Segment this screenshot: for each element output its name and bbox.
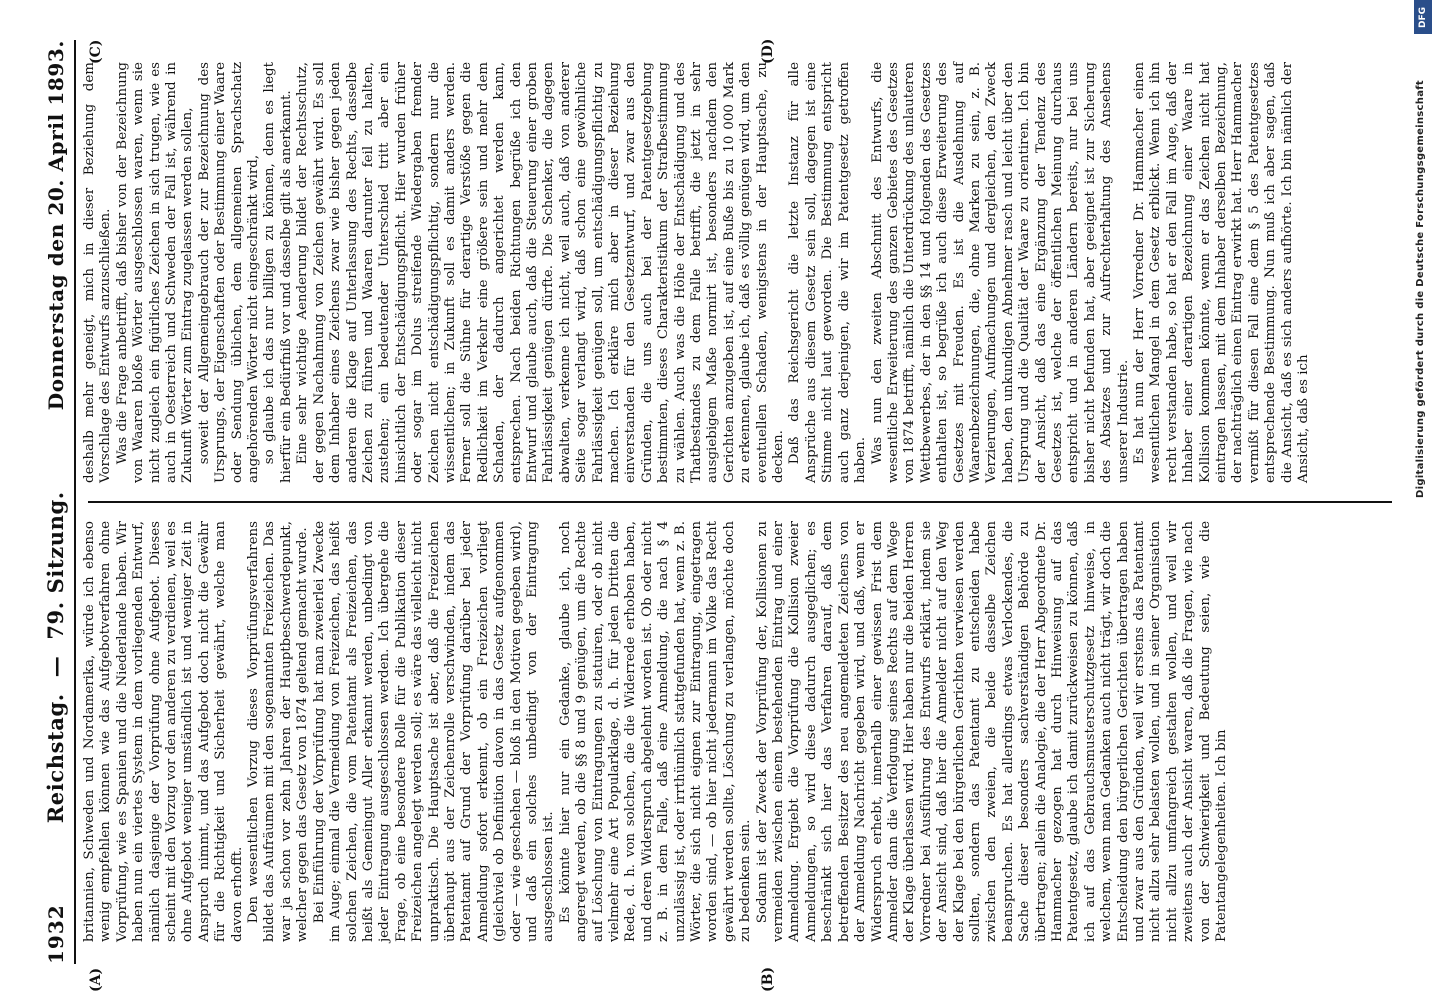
paragraph: Bei Einführung der Vorprüfung hat man zweierlei Zwecke im Auge; einmal die Vermeidung von Freizeichen, das heißt solchen Zeichen, die vom Patentamt als Freizeichen, das heißt als Gemeingut Aller erkannt werden, unbedingt von jeder Eintragung ausgeschlossen werden. Ich übergehe die Frage, ob eine besondere Rolle für die Publikation dieser Freizeichen angelegt werden soll; es wäre das vielleicht nicht unpraktisch. Die Hauptsache ist aber, daß die Freizeichen überhaupt aus der Zeichenrolle verschwinden, indem das Patentamt auf Grund der Vorprüfung darüber bei jeder Anmeldung sofort erkennt, ob ein Freizeichen vorliegt (gleichviel ob Definition davon in das Gesetz aufgenommen oder — wie geschehen — bloß in den Motiven gegeben wird), und daß ein solches unbedingt von der Eintragung ausgeschlossen ist.	[311, 521, 557, 942]
right-column	[82, 44, 1392, 501]
session-date: Donnerstag den 20. April 1893.	[44, 40, 68, 411]
paragraph: Es könnte hier nur ein Gedanke, glaube ich, noch angeregt werden, ob die §§ 8 und 9 genügen, um die Rechte auf Löschung von Eintragungen zu statuiren, oder ob nicht vielmehr eine Art Popularklage, d. h. für jeden Dritten die Rede, d. h. von solchen, die die Widerrede erhoben haben, und deren Widerspruch abgelehnt worden ist. Ob oder nicht z. B. in dem Falle, daß eine Anmeldung, die nach § 4 unzulässig ist, oder irrthümlich stattgefunden hat, wenn z. B. Wörter, die sich nicht eignen zur Eintragung, eingetragen worden sind, — ob hier nicht jedermann im Volke das Recht gewährt werden sollte, Löschung zu verlangen, möchte doch zu bedenken sein.	[557, 521, 754, 942]
column-divider	[88, 501, 1392, 503]
text-columns	[82, 44, 1392, 960]
paragraph: so glaube ich das nur billigen zu können, denn es liegt hierfür ein Bedürfniß vor und dasselbe gilt als anerkannt.	[262, 62, 294, 483]
page-header	[28, 40, 76, 964]
paragraph: Eine sehr wichtige Aenderung bildet der Rechtsschutz, der gegen Nachahmung von Zeichen gewährt wird. Es soll dem Inhaber eines Zeichens zwar wie bisher gegen jeden anderen die Klage auf Unterlassung des Rechts, dasselbe Zeichen zu führen und Waaren darunter feil zu halten, zustehen; ein bedeutender Unterschied tritt aber ein hinsichtlich der Entschädigungspflicht. Hier wurden früher oder sogar im Dolus streifende Wiedergaben fremder Zeichen nicht entschädigungspflichtig, sondern nur die wissentlichen; in Zukunft soll es damit anders werden. Ferner soll die Sühne für derartige Verstöße gegen die Redlichkeit im Verkehr eine größere sein und mehr dem Schaden, der dadurch angerichtet werden kann, entsprechen. Nach beiden Richtungen begrüße ich den Entwurf und glaube auch, daß die Steuerung einer groben Fahrlässigkeit genügen dürfte. Die Schenker, die dagegen abwalten, verkenne ich nicht, weil auch, daß von anderer Seite sogar verlangt wird, daß schon eine gewöhnliche Fahrlässigkeit genügen soll, um entschädigungspflichtig zu machen. Ich erkläre mich aber in dieser Beziehung einverstanden für den Gesetzentwurf, und zwar aus den Gründen, die uns auch bei der Patentgesetzgebung bestimmten, dieses Charakteristikum der Strafbestimmung zu wählen. Auch was die Höhe der Entschädigung und des Thatbestandes zu dem Falle betrifft, die jetzt in sehr ausgiebigem Maße normirt ist, besonders nachdem den Gerichten anzugeben ist, auf eine Buße bis zu 10 000 Mark zu erkennen, glaube ich, daß es völlig genügen wird, um den eventuellen Schaden, wenigstens in der Hauptsache, zu decken.	[295, 62, 787, 483]
paragraph: Was die Frage anbetrifft, daß bisher von der Bezeichnung von Waaren bloße Wörter ausgeschlossen waren, wenn sie nicht zugleich ein figürliches Zeichen in sich trugen, wie es auch in Oesterreich und Schweden der Fall ist, während in Zukunft Wörter zum Eintrag zugelassen werden sollen,	[114, 62, 196, 483]
page-number: 1932	[44, 904, 68, 964]
margin-marker-a: (A)	[88, 967, 104, 992]
paragraph: soweit der Allgemeingebrauch der zur Bezeichnung des Ursprungs, der Eigenschaften oder Bestimmung einer Waare oder Sendung üblichen, dem allgemeinen Sprachschatz angehörenden Wörter nicht eingeschränkt wird,	[196, 62, 262, 483]
paragraph: Daß das Reichsgericht die letzte Instanz für alle Ansprüche aus diesem Gesetz sein soll, dagegen ist eine Stimme nicht laut geworden. Die Bestimmung entspricht auch ganz derjenigen, die wir im Patentgesetz getroffen haben.	[787, 62, 869, 483]
paragraph: Sodann ist der Zweck der Vorprüfung der, Kollisionen zu vermeiden zwischen einem bestehenden Eintrag und einer Anmeldung. Ergiebt die Vorprüfung die Kollision zweier Anmeldungen, so wird diese dadurch ausgeglichen; es beschränkt sich hier das Verfahren darauf, daß dem betreffenden Besitzer des neu angemeldeten Zeichens von der Anmeldung Nachricht gegeben wird, und daß, wenn er Widerspruch erhebt, innerhalb einer gewissen Frist dem Anmelder dann die Verfolgung seines Rechts auf dem Wege der Klage überlassen wird. Hier haben nur die beiden Herren Vorredner bei Ausführung des Entwurfs erklärt, indem sie der Ansicht sind, daß hier die Anmelder nicht auf den Weg der Klage bei den bürgerlichen Gerichten verwiesen werden sollten, sondern das Patentamt zu entscheiden habe zwischen den zweien, die beide dasselbe Zeichen beanspruchen. Es hat allerdings etwas Verlockendes, die Sache dieser besonders sachverständigen Behörde zu übertragen; allein die Analogie, die der Herr Abgeordnete Dr. Hammacher gezogen hat durch Hinweisung auf das Patentgesetz, glaube ich damit zurückweisen zu können, daß ich auf das Gebrauchsmusterschutzgesetz hinweise, in welchem, wenn man Gedanken auch nicht trägt, wir doch die Entscheidung den bürgerlichen Gerichten übertragen haben und zwar aus den Gründen, weil wir erstens das Patentamt nicht allzu sehr belasten wollen, und in seiner Organisation nicht allzu umfangreich gestalten wollen, und weil wir zweitens auch der Ansicht waren, daß die Fragen, wie nach von der Schwierigkeit und Bedeutung seien, wie die Patentangelegenheiten. Ich bin	[754, 521, 1230, 942]
paragraph: Was nun den zweiten Abschnitt des Entwurfs, die wesentliche Erweiterung des ganzen Gebietes des Gesetzes von 1874 betrifft, nämlich die Unterdrückung des unlauteren Wettbewerbes, der in den §§ 14 und folgenden des Gesetzes enthalten ist, so begrüße ich auch diese Erweiterung des Gesetzes mit Freuden. Es ist die Ausdehnung auf Waarenbezeichnungen, die, ohne Marken zu sein, z. B. Verzierungen, Aufmachungen und dergleichen, den Zweck haben, den unkundigen Abnehmer rasch und leicht über den Ursprung und die Qualität der Waare zu orientiren. Ich bin der Ansicht, daß das eine Ergänzung der Tendenz des Gesetzes ist, welche der öffentlichen Meinung durchaus entspricht und in anderen Ländern bereits, nur bei uns bisher nicht befunden hat, aber geeignet ist zur Sicherung des Absatzes und zur Aufrechterhaltung des Ansehens unserer Industrie.	[869, 62, 1131, 483]
paragraph: Den wesentlichen Vorzug dieses Vorprüfungsverfahrens bildet das Aufräumen mit den sogenannten Freizeichen. Das war ja schon vor zehn Jahren der Hauptbeschwerdepunkt, welcher gegen das Gesetz von 1874 geltend gemacht wurde.	[246, 521, 311, 942]
digitization-credit: Digitalisierung gefördert durch die Deutsche Forschungsgemeinschaft	[1415, 80, 1426, 498]
dfg-logo: DFG	[1414, 0, 1432, 34]
margin-marker-c: (C)	[88, 39, 104, 64]
margin-marker-d: (D)	[760, 38, 776, 64]
margin-marker-b: (B)	[760, 966, 776, 992]
paragraph: britannien, Schweden und Nordamerika, würde ich ebenso wenig empfehlen können wie das Aufgebotverfahren ohne Vorprüfung, wie es Spanien und die Niederlande haben. Wir haben nun ein viertes System in dem vorliegenden Entwurf, nämlich dasjenige der Vorprüfung ohne Aufgebot. Dieses scheint mit den Vorzug vor den anderen zu verdienen, weil es ohne Aufgebot weniger umständlich ist und weniger Zeit in Anspruch nimmt, und das Aufgebot doch nicht die Gewähr für die Richtigkeit und Sicherheit gewährt, welche man davon erhofft.	[82, 521, 245, 942]
session-label: 79. Sitzung.	[43, 491, 68, 640]
left-column	[82, 503, 1392, 960]
paragraph: deshalb mehr geneigt, mich in dieser Beziehung dem Vorschlage des Entwurfs anzuschließen.	[82, 62, 114, 483]
paragraph: Es hat nun der Herr Vorredner Dr. Hammacher einen wesentlichen Mangel in dem Gesetz erblickt. Wenn ich ihn recht verstanden habe, so hat er den Fall im Auge, daß der Inhaber einer derartigen Bezeichnung einer Waare in Kollision kommen könnte, wenn er das Zeichen nicht hat eintragen lassen, mit dem Inhaber derselben Bezeichnung, der nachträglich einen Eintrag erwirkt hat. Herr Hammacher vermißt für diesen Fall eine dem § 5 des Patentgesetzes entsprechende Bestimmung. Nun muß ich aber sagen, daß die Ansicht, daß es sich anders aufhörte. Ich bin nämlich der Ansicht, daß es ich	[1132, 62, 1312, 483]
running-title: Reichstag.—79. Sitzung.	[43, 491, 68, 824]
body-name: Reichstag.	[43, 693, 68, 824]
